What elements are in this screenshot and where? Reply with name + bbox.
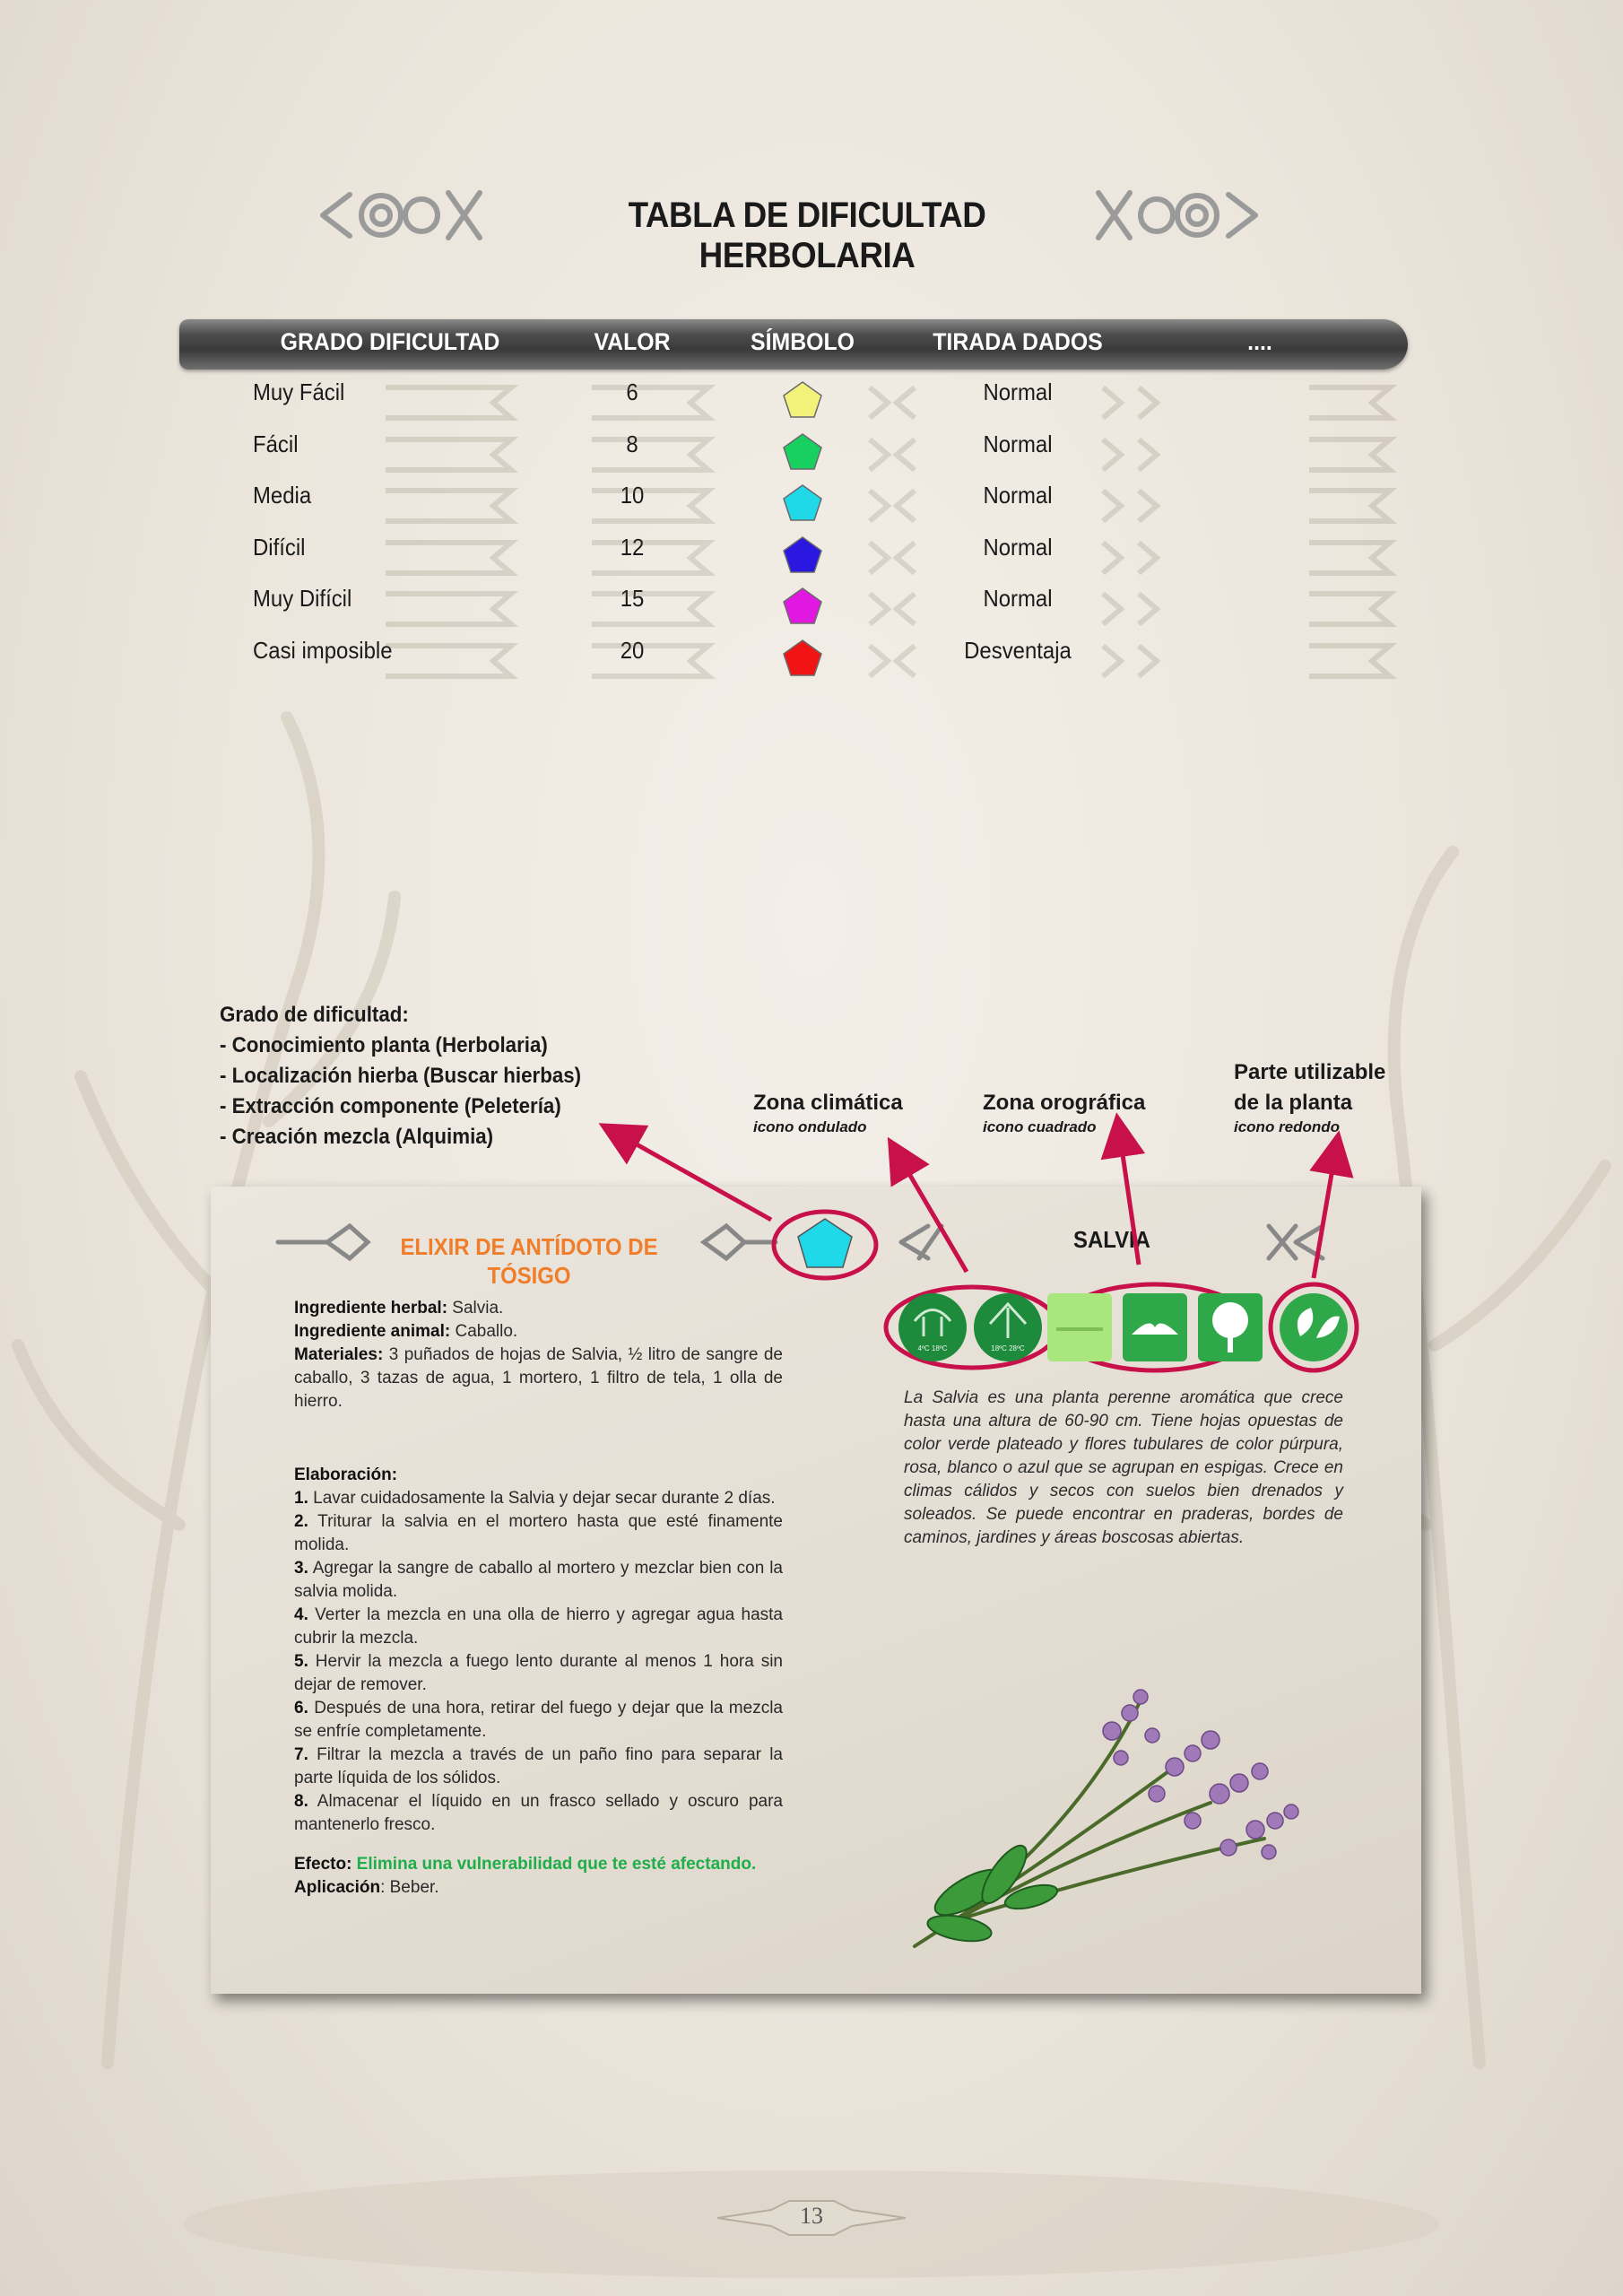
cell-tirada: Normal [983, 378, 1053, 405]
header-grado: GRADO DIFICULTAD [280, 328, 500, 355]
elaboration-step [294, 1557, 783, 1604]
difficulty-annotation-item: - Extracción componente (Peletería) [220, 1094, 561, 1118]
part-annotation-heading: Parte utilizable [1234, 1060, 1386, 1084]
effect: Elimina una vulnerabilidad que te esté afectando. [352, 1855, 757, 1874]
part-annotation-heading: de la planta [1234, 1091, 1353, 1115]
orography-annotation [983, 1088, 1180, 1136]
page-title: TABLA DE DIFICULTAD HERBOLARIA [628, 196, 986, 275]
card-difficulty-symbol [769, 1208, 881, 1282]
header-valor: VALOR [594, 328, 671, 355]
title-ornament-right [1085, 184, 1264, 247]
row-motif [206, 380, 1408, 425]
ingredient-animal: Caballo. [450, 1322, 518, 1341]
difficulty-annotation-item: - Conocimiento planta (Herbolaria) [220, 1033, 548, 1057]
step-text: Lavar cuidadosamente la Salvia y dejar secar durante 2 días. [308, 1489, 776, 1508]
effect-label: Efecto: [294, 1855, 352, 1874]
application-label: Aplicación [294, 1878, 381, 1897]
step-text: Filtrar la mezcla a través de un paño fino para separar la parte líquida de los sólidos. [294, 1745, 783, 1787]
header-simbolo: SÍMBOLO [751, 328, 855, 355]
difficulty-annotation-item: - Localización hierba (Buscar hierbas) [220, 1064, 582, 1088]
elaboration-step [294, 1487, 783, 1510]
elaboration-step [294, 1744, 783, 1790]
ingredient-herbal: Salvia. [447, 1299, 504, 1318]
cell-tirada: Normal [983, 482, 1053, 509]
step-text: Agregar la sangre de caballo al mortero y mezclar bien con la salvia molida. [294, 1559, 783, 1601]
cell-tirada: Normal [983, 585, 1053, 613]
row-motif [206, 432, 1408, 477]
step-text: Verter la mezcla en una olla de hierro y agregar agua hasta cubrir la mezcla. [294, 1605, 783, 1648]
page-number: 13 [800, 2203, 823, 2229]
cell-grado: Casi imposible [253, 637, 393, 664]
part-annotation [1234, 1057, 1431, 1136]
title-ornament-left [314, 184, 493, 247]
step-number: 4. [294, 1605, 308, 1624]
cell-tirada: Normal [983, 533, 1053, 561]
ingredient-animal-label: Ingrediente animal: [294, 1322, 451, 1341]
elaboration-step [294, 1650, 783, 1697]
step-number: 3. [294, 1559, 308, 1578]
cell-valor: 15 [620, 585, 645, 613]
difficulty-annotation-item: - Creación mezcla (Alquimia) [220, 1125, 494, 1149]
climate-icon-label: 4ºC 18ºC [917, 1344, 948, 1352]
step-number: 5. [294, 1652, 308, 1671]
step-text: Triturar la salvia en el mortero hasta que esté finamente molida. [294, 1512, 783, 1554]
cell-grado: Difícil [253, 533, 306, 561]
orography-annotation-heading: Zona orográfica [983, 1091, 1146, 1115]
step-number: 1. [294, 1489, 308, 1508]
cell-valor: 20 [620, 637, 645, 664]
climate-annotation-sub: icono ondulado [753, 1118, 867, 1135]
header-more: .... [1247, 328, 1272, 355]
difficulty-annotation [220, 1000, 654, 1152]
elaboration-step [294, 1790, 783, 1837]
plant-icons [881, 1281, 1363, 1374]
recipe-title-line: TÓSIGO [487, 1262, 571, 1289]
step-number: 6. [294, 1699, 308, 1718]
step-text: Almacenar el líquido en un frasco sellado y oscuro para mantenerlo fresco. [294, 1792, 783, 1834]
step-text: Después de una hora, retirar del fuego y dejar que la mezcla se enfríe completamente. [294, 1699, 783, 1741]
cell-valor: 12 [620, 533, 645, 561]
materials-label: Materiales: [294, 1345, 384, 1364]
cell-grado: Media [253, 482, 312, 509]
orography-annotation-sub: icono cuadrado [983, 1118, 1097, 1135]
ingredient-herbal-label: Ingrediente herbal: [294, 1299, 448, 1318]
part-annotation-sub: icono redondo [1234, 1118, 1341, 1135]
step-number: 7. [294, 1745, 308, 1764]
application: : Beber. [380, 1878, 439, 1897]
elaboration-block [294, 1464, 783, 1900]
cell-grado: Muy Fácil [253, 378, 345, 405]
row-motif [206, 639, 1408, 683]
elaboration-step [294, 1510, 783, 1557]
elaboration-step [294, 1697, 783, 1744]
elaboration-label: Elaboración: [294, 1465, 398, 1484]
row-motif [206, 587, 1408, 631]
cell-tirada: Desventaja [964, 637, 1072, 664]
elaboration-step [294, 1604, 783, 1650]
step-number: 2. [294, 1512, 308, 1531]
cell-valor: 8 [626, 430, 638, 457]
cell-grado: Fácil [253, 430, 299, 457]
cell-valor: 6 [626, 378, 638, 405]
materials: 3 puñados de hojas de Salvia, ½ litro de sangre de caballo, 3 tazas de agua, 1 mortero, 1 filtro de tela, 1 olla de hierro. [294, 1345, 783, 1411]
cell-grado: Muy Difícil [253, 585, 352, 613]
salvia-illustration [906, 1668, 1327, 1964]
elaboration-steps [294, 1487, 783, 1837]
recipe-title [397, 1232, 661, 1290]
climate-annotation-heading: Zona climática [753, 1091, 903, 1115]
climate-annotation [753, 1088, 950, 1136]
step-text: Hervir la mezcla a fuego lento durante al menos 1 hora sin dejar de remover. [294, 1652, 783, 1694]
cell-tirada: Normal [983, 430, 1053, 457]
climate-icon-label: 18ºC 28ºC [991, 1344, 1025, 1352]
recipe-title-line: ELIXIR DE ANTÍDOTO DE [400, 1233, 658, 1260]
difficulty-annotation-heading: Grado de dificultad: [220, 1003, 409, 1027]
step-number: 8. [294, 1792, 308, 1811]
plant-description: La Salvia es una planta perenne aromática que crece hasta una altura de 60-90 cm. Tiene hojas opuestas de color verde plateado y flores tubulares de color púrpura, rosa, blanco o azul que se agrupan en espigas. Crece en climas cálidos y secos con suelos bien drenados y soleados. Se puede encontrar en praderas, bordes de caminos, jardines y áreas boscosas abiertas. [904, 1388, 1343, 1547]
header-tirada: TIRADA DADOS [933, 328, 1103, 355]
ingredients-block [294, 1297, 783, 1413]
row-motif [206, 483, 1408, 528]
row-motif [206, 535, 1408, 580]
cell-valor: 10 [620, 482, 645, 509]
plant-name: SALVIA [1073, 1226, 1150, 1253]
